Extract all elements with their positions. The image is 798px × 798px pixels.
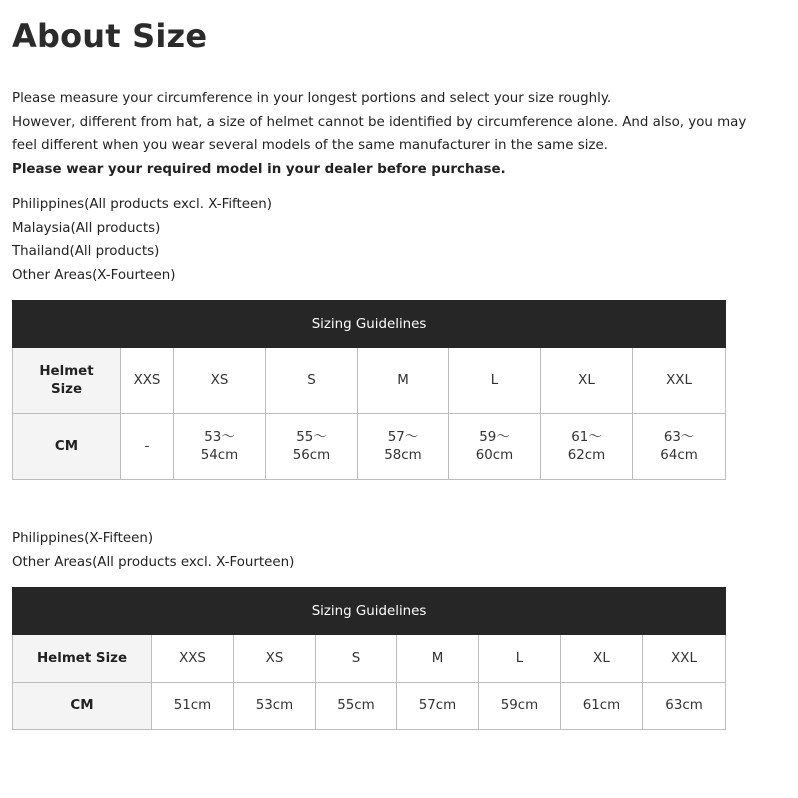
cm-cell: 53cm (234, 683, 316, 730)
cm-cell: 61cm (561, 683, 643, 730)
region-item: Malaysia(All products) (12, 220, 161, 236)
cm-cell: 59cm (479, 683, 561, 730)
purchase-notice: Please wear your required model in your dealer before purchase. (12, 161, 506, 177)
cm-cell: 63～ 64cm (633, 414, 726, 480)
size-cell: XS (174, 348, 266, 414)
size-row (13, 635, 726, 683)
region-item: Thailand(All products) (12, 244, 160, 259)
cm-cell: 51cm (152, 683, 234, 730)
size-row-header: Helmet Size (13, 635, 152, 683)
sizing-table-2 (12, 587, 726, 730)
size-row-header: Helmet Size (13, 348, 121, 414)
region-item: Other Areas(X-Fourteen) (12, 267, 176, 283)
cm-cell: - (121, 414, 174, 480)
cm-cell: 55cm (316, 683, 397, 730)
size-cell: XXS (121, 348, 174, 414)
sizing-table-1 (12, 300, 726, 480)
size-cell: XL (561, 635, 643, 683)
cm-cell: 57cm (397, 683, 479, 730)
size-cell: XS (234, 635, 316, 683)
region-item: Philippines(All products excl. X-Fifteen) (12, 197, 272, 212)
size-cell: XXL (643, 635, 726, 683)
size-cell: M (358, 348, 449, 414)
size-row (13, 348, 726, 414)
region-item: Other Areas(All products excl. X-Fourteen) (12, 554, 295, 570)
cm-cell: 61～ 62cm (541, 414, 633, 480)
region-list-1 (12, 193, 272, 287)
size-cell: XXS (152, 635, 234, 683)
cm-cell: 63cm (643, 683, 726, 730)
cm-row-header: CM (13, 683, 152, 730)
size-cell: L (479, 635, 561, 683)
table-caption: Sizing Guidelines (13, 301, 726, 348)
intro-text (12, 87, 752, 181)
cm-cell: 55～ 56cm (266, 414, 358, 480)
cm-row (13, 683, 726, 730)
size-cell: XL (541, 348, 633, 414)
intro-line-1: Please measure your circumference in your longest portions and select your size roughly. (12, 91, 612, 106)
cm-cell: 53～ 54cm (174, 414, 266, 480)
region-item: Philippines(X-Fifteen) (12, 531, 154, 546)
size-cell: L (449, 348, 541, 414)
size-cell: S (316, 635, 397, 683)
cm-cell: 57～ 58cm (358, 414, 449, 480)
cm-row (13, 414, 726, 480)
size-cell: M (397, 635, 479, 683)
cm-row-header: CM (13, 414, 121, 480)
size-cell: S (266, 348, 358, 414)
region-list-2 (12, 527, 294, 574)
page-title: About Size (12, 17, 208, 55)
table-caption: Sizing Guidelines (13, 588, 726, 635)
intro-line-2: However, different from hat, a size of helmet cannot be identified by circumference alone. And also, you may feel different when you wear several models of the same manufacturer in the same size. (12, 114, 747, 153)
size-cell: XXL (633, 348, 726, 414)
cm-cell: 59～ 60cm (449, 414, 541, 480)
